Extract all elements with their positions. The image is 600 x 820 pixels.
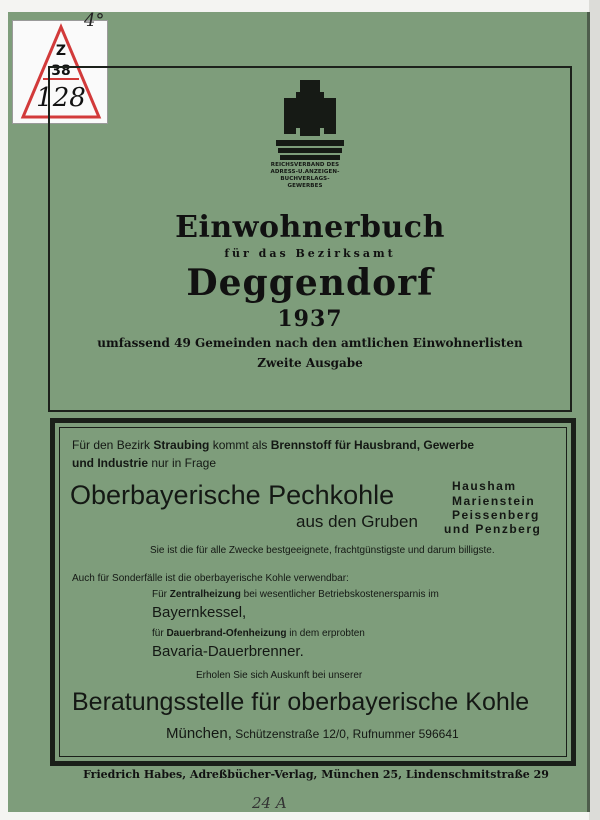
ad-boiler: Bayernkessel,	[152, 604, 247, 621]
ad-from-mines: aus den Gruben	[296, 512, 418, 531]
ad-heating-type: Dauerbrand-Ofenheizung	[166, 628, 287, 639]
book-title: Einwohnerbuch	[175, 210, 445, 245]
book-year: 1937	[277, 306, 343, 332]
ad-office: Beratungsstelle für oberbayerische Kohle	[72, 688, 530, 716]
ad-inquire: Erholen Sie sich Auskunft bei unserer	[196, 670, 363, 681]
book-edition: Zweite Ausgabe	[257, 356, 363, 370]
ad-text: Für den Bezirk	[72, 438, 154, 452]
ad-text: nur in Frage	[148, 456, 217, 470]
ad-heating-type: Zentralheizung	[169, 589, 241, 600]
ad-mine: Marienstein	[452, 494, 536, 508]
ad-text: in dem erprobten	[286, 628, 365, 639]
ad-best-claim: Sie ist die für alle Zwecke bestgeeignete, frachtgünstigste und darum billigste.	[150, 545, 495, 556]
label-line-1: Z	[55, 43, 67, 59]
eagle-emblem-icon	[274, 78, 346, 162]
ad-mine: Peissenberg	[452, 508, 540, 522]
ad-text: für	[152, 628, 167, 639]
emblem-caption-line: REICHSVERBAND DES	[270, 162, 340, 168]
book-subtitle: für das Bezirksamt	[224, 247, 396, 260]
label-line-2: 38	[51, 63, 71, 79]
ad-text: kommt als	[209, 438, 271, 452]
ad-stove-heating	[152, 628, 365, 639]
ad-special-uses: Auch für Sonderfälle ist die oberbayerische Kohle verwendbar:	[72, 573, 349, 584]
ad-intro-line-2	[72, 456, 216, 470]
ad-burner: Bavaria-Dauerbrenner.	[152, 643, 304, 660]
publisher-line: Friedrich Habes, Adreßbücher-Verlag, München 25, Lindenschmitstraße 29	[83, 768, 549, 781]
ad-region: Straubing	[153, 438, 210, 452]
emblem-caption-line: BUCHVERLAGS-	[280, 176, 330, 182]
ad-street-phone: Schützenstraße 12/0, Rufnummer 596641	[231, 727, 459, 741]
ad-fuel-use: und Industrie	[72, 456, 148, 470]
ad-text: Für	[152, 589, 170, 600]
ad-mine: und Penzberg	[444, 522, 542, 536]
emblem-caption-line: GEWERBES	[287, 183, 323, 189]
page-edge	[589, 0, 600, 820]
emblem-caption	[250, 162, 360, 190]
ad-fuel-use: Brennstoff für Hausbrand, Gewerbe	[270, 438, 475, 452]
handwritten-format-mark: 4°	[84, 10, 105, 31]
book-city: Deggendorf	[186, 262, 434, 304]
ad-central-heating	[152, 589, 439, 600]
emblem-caption-line: ADRESS-U.ANZEIGEN-	[270, 169, 340, 175]
ad-city: München,	[166, 725, 232, 742]
label-line-3: 128	[36, 83, 86, 113]
book-scope: umfassend 49 Gemeinden nach den amtlichen Einwohnerlisten	[97, 336, 523, 350]
ad-intro-line-1	[72, 438, 474, 452]
ad-product: Oberbayerische Pechkohle	[70, 480, 395, 510]
handwritten-shelf-mark: 24 A	[252, 794, 287, 812]
ad-text: bei wesentlicher Betriebskostenersparnis im	[240, 589, 439, 600]
ad-address	[166, 725, 459, 742]
ad-mine: Hausham	[452, 479, 517, 493]
